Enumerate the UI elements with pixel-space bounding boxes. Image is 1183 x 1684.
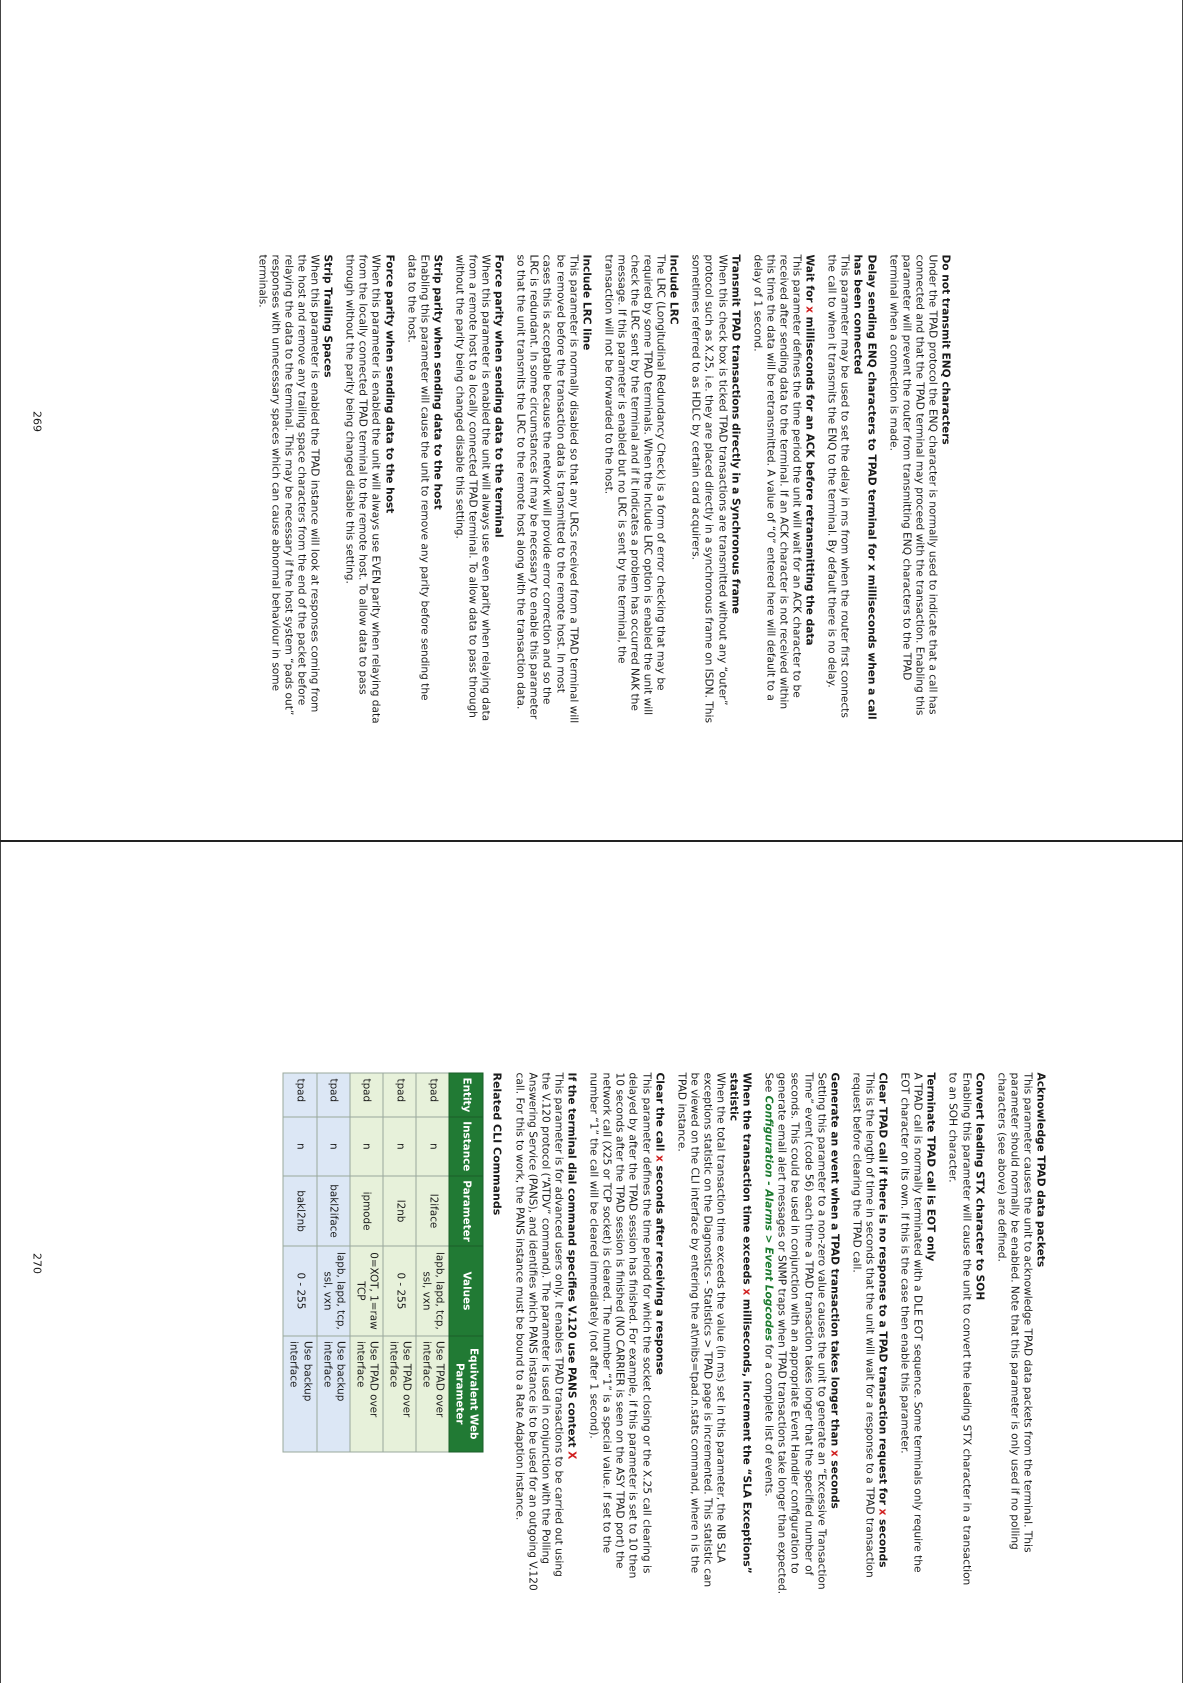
table-cell: Use backup interface: [283, 1335, 316, 1451]
table-header-row: [449, 1073, 482, 1452]
section-heading: If the terminal dial command specifies V.120 use PANS context X: [565, 1072, 578, 1459]
section-heading: Include LRC line: [579, 254, 592, 350]
column-header: Entity: [449, 1073, 482, 1117]
table-cell: 0 - 255: [382, 1246, 415, 1335]
section-heading: Strip Trailing Spaces: [321, 254, 334, 378]
section-body: When the total transaction time exceeds the value (in ms) set in this parameter, the NB SLA exceptions statistic on the Diagnostics - Statistics > TPAD page is incremented. This statistic can be viewed on the CLI interface by entering the at\mibs=tpad.n.stats command, where n is the TPAD instance.: [674, 1072, 727, 1587]
section-body: This parameter is for advanced users only. It enables TPAD transactions to be carried out using the V.120 protocol (“ATDV” command). The parameter is used in conjunction with the Polling Answering Service (PANS), and identifies which PANS instance is to be used for an outgoing V.120 call. For this to work, the PANS instance must be bound to a Rate Adaption instance.: [512, 1072, 564, 1591]
section-body: When this parameter is enabled the TPAD instance will look at responses coming from the host and remove any trailing space characters from the end of the packet before relaying the data to the terminal. This may be necessary if the host system “pads out” responses with unnecessary spaces which can cause abnormal behaviour in some terminals.: [255, 254, 321, 715]
section-strip-parity-host: [404, 254, 443, 724]
section-heading: Generate an event when a TPAD transaction takes longer than x seconds: [827, 1072, 840, 1509]
table-cell: ipmode: [349, 1175, 382, 1246]
table-cell: 0 - 255: [283, 1246, 316, 1335]
table-row: [316, 1073, 349, 1452]
section-force-parity-host: [342, 254, 394, 724]
table-cell: bakl2iface: [316, 1175, 349, 1246]
table-cell: lapb, lapd, tcp, ssl, vxn: [316, 1246, 349, 1335]
table-cell: n: [416, 1116, 449, 1175]
section-heading: Clear TPAD call if there is no response to a TPAD transaction request for x seconds: [876, 1072, 889, 1568]
section-heading: Convert leading STX character to SOH: [972, 1072, 985, 1300]
section-heading: Force parity when sending data to the host: [382, 254, 395, 513]
table-cell: lapb, lapd, tcp, ssl, vxn: [416, 1246, 449, 1335]
table-row: [349, 1073, 382, 1452]
table-cell: tpad: [382, 1073, 415, 1117]
table-cell: tpad: [283, 1073, 316, 1117]
section-heading: Do not transmit ENQ characters: [939, 254, 951, 445]
section-heading: Delay sending ENQ characters to TPAD terminal for x milliseconds when a call has been connected: [851, 254, 877, 720]
table-cell: bakl2nb: [283, 1175, 316, 1246]
section-heading: Include LRC: [667, 254, 680, 325]
table-cell: n: [382, 1116, 415, 1175]
section-heading: Clear the call x seconds after receiving a response: [652, 1072, 665, 1375]
section-body: This parameter defines the time period for which the socket closing or the X.25 call clearing is delayed by after the TPAD session has finished. For example, if this parameter is set to 10 then 10 seconds after the TPAD session is finished (NO CARRIER is seen on the ASY TPAD port) the network call (X25 or TCP socket) is cleared. The number “1” is a special value. If set to the number “1” the call will be cleared immediately (not after 1 second).: [587, 1072, 652, 1578]
section-heading: Strip parity when sending data to the host: [430, 254, 443, 510]
section-force-parity-terminal: [452, 254, 504, 724]
section-heading: Acknowledge TPAD data packets: [1034, 1072, 1046, 1267]
table-cell: Use TPAD over interface: [382, 1335, 415, 1451]
rotated-page-content: [0, 842, 1183, 1684]
section-body: Enabling this parameter will cause the unit to convert the leading STX character in a transaction to an SOH character.: [946, 1072, 972, 1585]
table-cell: l2nb: [382, 1175, 415, 1246]
section-heading: Transmit TPAD transactions directly in a Synchronous frame: [728, 254, 741, 614]
table-row: [416, 1073, 449, 1452]
section-body: This parameter causes the unit to acknowledge TPAD data packets from the terminal. This parameter should normally be enabled. Note that this parameter is only used if no polling characters (see above) are defined.: [994, 1072, 1033, 1552]
page-number: 270: [30, 1252, 43, 1274]
table-cell: Use TPAD over interface: [349, 1335, 382, 1451]
table-cell: tpad: [316, 1073, 349, 1117]
table-row: [382, 1073, 415, 1452]
section-body: This parameter defines the time period the unit will wait for an ACK character to be received after sending data to the terminal. If an ACK character is not received within this time the data will be retransmitted. A value of “0” entered here will default to a delay of 1 second.: [750, 254, 803, 709]
table-cell: tpad: [349, 1073, 382, 1117]
column-header: Instance: [449, 1116, 482, 1175]
section-clear-call-delay: [586, 1072, 665, 1594]
section-body: The LRC (Longitudinal Redundancy Check) is a form of error checking that may be required by some TPAD terminals. When the Include LRC option is enabled the unit will check the LRC sent by the terminal and if it indicates a problem has occurred NAK the message. If this parameter is enabled but no LRC is sent by the terminal, the transaction will not be forwarded to the host.: [601, 254, 667, 715]
section-no-enq: [886, 254, 951, 724]
section-heading: When the transaction time exceeds x milliseconds, increment the “SLA Exceptions” statistic: [727, 1072, 753, 1574]
section-body: Enabling this parameter will cause the unit to remove any parity before sending the data to the host.: [404, 254, 430, 701]
page-number: 269: [30, 410, 43, 432]
section-strip-trailing-spaces: [255, 254, 334, 724]
section-heading: Wait for x milliseconds for an ACK before retransmitting the data: [803, 254, 816, 646]
section-body: When this parameter is enabled the unit will always use even parity when relaying data from a remote host to a locally connected TPAD terminal. To allow data to pass through without the parity being changed disable this setting.: [452, 254, 492, 721]
section-body: A TPAD call is normally terminated with a DLE EOT sequence. Some terminals only require the EOT character on its own. If this is the case then enable this parameter.: [898, 1072, 924, 1572]
section-wait-ack: [750, 254, 815, 724]
table-cell: n: [349, 1116, 382, 1175]
section-body: Under the TPAD protocol the ENQ character is normally used to indicate that a call has connected and that the TPAD terminal may proceed with the transaction. Enabling this parameter will prevent the router from transmitting ENQ characters to the TPAD terminal when a connection is made.: [886, 254, 938, 715]
table-cell: Use TPAD over interface: [416, 1335, 449, 1451]
section-heading: Force parity when sending data to the terminal: [492, 254, 505, 538]
section-v120-pans: [512, 1072, 577, 1594]
section-body: When this check box is ticked TPAD transactions are transmitted without any “outer” protocol such as X.25, i.e. they are placed directly in a synchronous frame on ISDN. This sometimes referred to as HDLC by certain card acquirers.: [689, 254, 728, 723]
section-clear-no-response: [849, 1072, 888, 1594]
section-ack-packets: [994, 1072, 1046, 1594]
section-sla-exceptions: [674, 1072, 753, 1594]
section-generate-event: [761, 1072, 840, 1594]
event-logcodes-link[interactable]: Configuration - Alarms > Event Logcodes: [762, 1095, 775, 1341]
section-include-lrc: [601, 254, 680, 724]
column-header: Values: [449, 1246, 482, 1335]
section-sync-frame: [688, 254, 740, 724]
table-cell: Use backup interface: [316, 1335, 349, 1451]
section-body: This parameter may be used to set the delay in ms from when the router first connects the call to when it transmits the ENQ to the terminal. By default there is no delay.: [825, 254, 851, 718]
cli-commands-table: [282, 1072, 482, 1452]
parameter-descriptions: [246, 254, 951, 724]
table-cell: 0=XOT, 1=raw TCP: [349, 1246, 382, 1335]
section-body: When this parameter is enabled the unit will always use EVEN parity when relaying data from the locally connected TPAD terminal to the remote host. To allow data to pass through without the parity being changed disable this setting.: [343, 254, 382, 724]
table-row: [283, 1073, 316, 1452]
page-270: [0, 842, 1183, 1684]
column-header: Equivalent Web Parameter: [449, 1335, 482, 1451]
parameter-descriptions: [282, 1072, 1046, 1594]
related-cli-heading: Related CLI Commands: [489, 1072, 503, 1215]
section-body: This parameter is normally disabled so that any LRCs received from a TPAD terminal will be removed before the transaction data is transmitted to the remote host. In most cases this is acceptable because the network will provide error correction and so the LRC is redundant. In some circumstances it may be necessary to enable this parameter so that the unit transmits the LRC to the remote host along with the transaction data.: [514, 254, 579, 723]
table-cell: l2iface: [416, 1175, 449, 1246]
table-cell: n: [283, 1116, 316, 1175]
section-convert-stx: [945, 1072, 984, 1594]
table-cell: tpad: [416, 1073, 449, 1117]
section-heading: Terminate TPAD call is EOT only: [924, 1072, 937, 1261]
table-cell: n: [316, 1116, 349, 1175]
section-include-lrc-line: [513, 254, 592, 724]
column-header: Parameter: [449, 1175, 482, 1246]
section-eot-only: [897, 1072, 936, 1594]
section-delay-enq: [824, 254, 876, 724]
section-body: Setting this parameter to a non-zero value causes the unit to generate an “Excessive Transaction Time” event (code 56) each time a TPAD transaction takes longer that the specified number of seconds. This could be used in conjunction with an appropriate Event Handler configuration to generate email alert messages or SNMP traps when TPAD transactions take longer than expected. See Configuration - Alarms > Event Logcodes for a complete list of events.: [762, 1072, 827, 1594]
section-body: This is the length of time in seconds that the unit will wait for a response to a TPAD transaction request before clearing the TPAD call.: [849, 1072, 875, 1578]
